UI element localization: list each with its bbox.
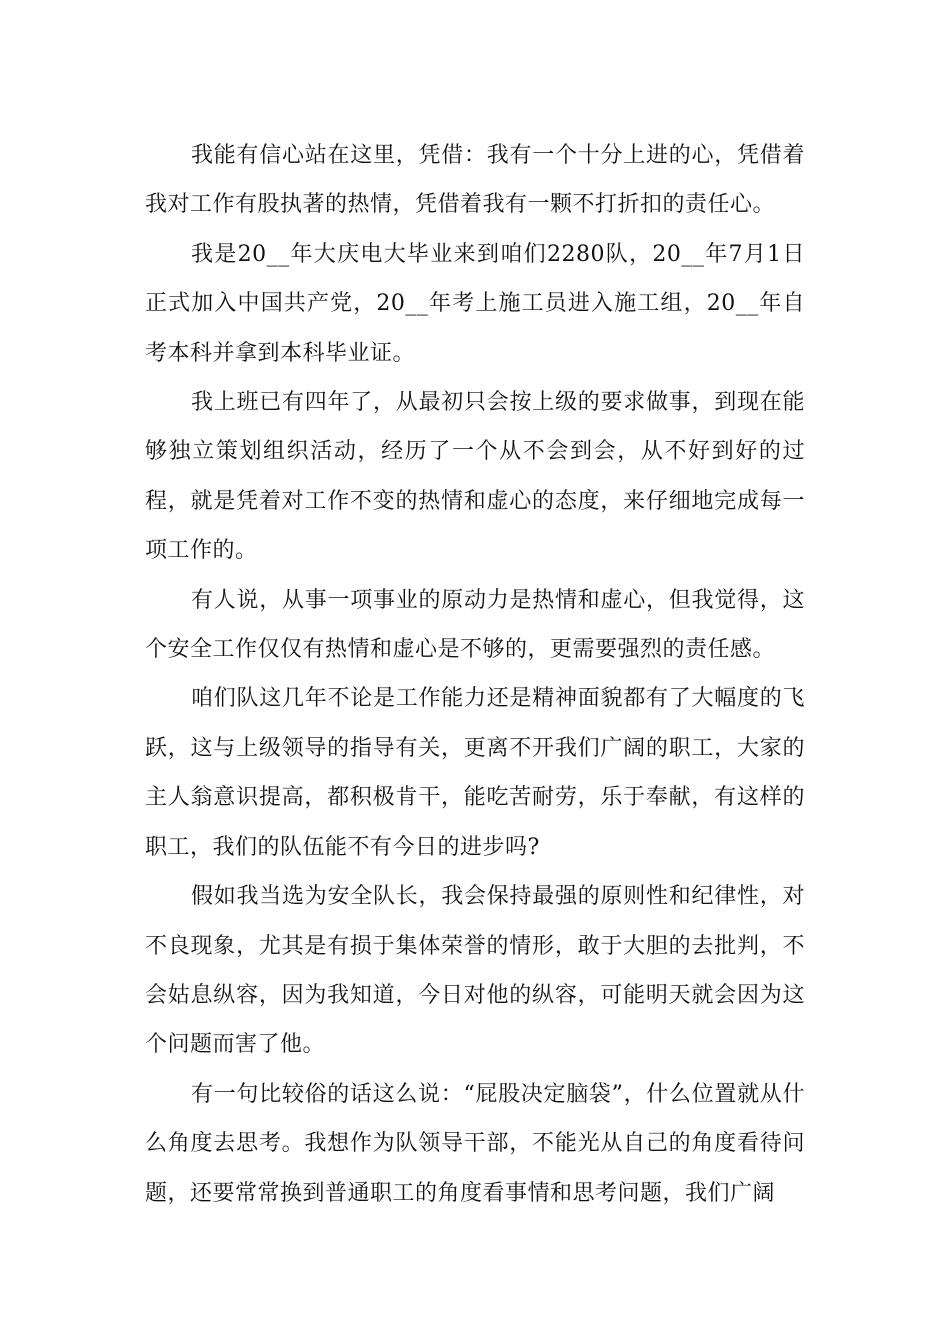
paragraph-perspective: 有一句比较俗的话这么说：“屁股决定脑袋”，什么位置就从什么角度去思考。我想作为队领导干部，不能光从自己的角度看待问题，还要常常换到普通职工的角度看事情和思考问题，我们广阔 (145, 1081, 805, 1206)
document-body (145, 131, 805, 1218)
paragraph-if-elected: 假如我当选为安全队长，我会保持最强的原则性和纪律性，对不良现象，尤其是有损于集体荣誉的情形，敢于大胆的去批判，不会姑息纵容，因为我知道，今日对他的纵容，可能明天就会因为这个问题而害了他。 (145, 884, 805, 1058)
paragraph-responsibility: 有人说，从事一项事业的原动力是热情和虚心，但我觉得，这个安全工作仅仅有热情和虚心是不够的，更需要强烈的责任感。 (145, 587, 805, 663)
paragraph-work-experience: 我上班已有四年了，从最初只会按上级的要求做事，到现在能够独立策划组织活动，经历了一个从不会到会，从不好到好的过程，就是凭着对工作不变的热情和虚心的态度，来仔细地完成每一项工作的。 (145, 390, 805, 564)
paragraph-background: 我是20__年大庆电大毕业来到咱们2280队，20__年7月1日正式加入中国共产党，20__年考上施工员进入施工组，20__年自考本科并拿到本科毕业证。 (145, 241, 805, 366)
paragraph-team-progress: 咱们队这几年不论是工作能力还是精神面貌都有了大幅度的飞跃，这与上级领导的指导有关，更离不开我们广阔的职工，大家的主人翁意识提高，都积极肯干，能吃苦耐劳，乐于奉献，有这样的职工，我们的队伍能不有今日的进步吗? (145, 686, 805, 860)
paragraph-confidence: 我能有信心站在这里，凭借：我有一个十分上进的心，凭借着我对工作有股执著的热情，凭借着我有一颗不打折扣的责任心。 (145, 143, 805, 218)
